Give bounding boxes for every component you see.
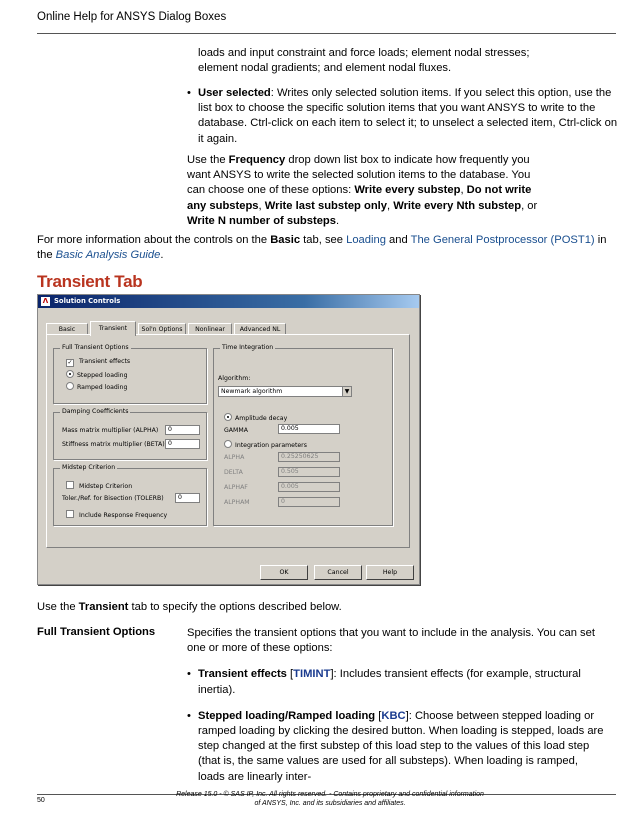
time-integration-label: Time Integration — [222, 344, 274, 351]
user-selected-term: User selected — [198, 87, 271, 99]
freq-mid: drop down list box to indicate how frequently you want ANSYS to write the selected solution items to the database. You can choose one of these options: — [187, 154, 531, 197]
gamma-input[interactable]: 0.005 — [278, 424, 340, 434]
basic-analysis-guide-link[interactable]: Basic Analysis Guide — [55, 249, 161, 262]
radio-selected-icon — [66, 370, 74, 378]
beta-damping-input[interactable]: 0 — [165, 439, 200, 449]
dialog-titlebar — [38, 295, 419, 308]
b1-text: : Includes transient effects (for example, structural inertia). — [198, 668, 581, 696]
tab-nonlinear[interactable]: Nonlinear — [188, 323, 232, 335]
option-every-nth: Write every Nth substep — [393, 199, 522, 212]
midstep-label: Midstep Criterion — [62, 464, 116, 471]
user-selected-bullet — [187, 86, 618, 147]
full-transient-description — [187, 626, 607, 785]
user-selected-text: : Writes only selected solution items. If you select this option, use the list box to choose the specific solution items that you want ANSYS to write to the database. Ctrl-click on each item to select it; to unselect a selected item, Ctrl-click on it again. — [198, 87, 618, 145]
damping-label: Damping Coefficients — [62, 408, 129, 415]
or-word: , or — [521, 199, 538, 212]
solution-controls-dialog — [37, 294, 420, 585]
stepped-ramped-bullet: • Stepped loading/Ramped loading [KBC]: Choose between stepped loading or ramped loading by clicking the desired button. When loading is stepped, loads are step changed at the first substep of this load step to the values of this load step (that is, the same values are used for all substeps). When loading is ramped, loads are linearly inter- — [187, 709, 604, 783]
full-transient-term: Full Transient Options — [37, 626, 156, 638]
transient-effects-label: Transient effects — [79, 358, 131, 365]
integration-params-radio[interactable] — [224, 440, 307, 449]
post1-link[interactable]: The General Postprocessor (POST1) — [410, 234, 595, 246]
full-transient-desc: Specifies the transient options that you want to include in the analysis. You can set one or more of these options: — [187, 627, 595, 655]
option-no-substeps: Do not write any substeps — [187, 184, 532, 212]
alpha-label: ALPHA — [224, 454, 245, 461]
continued-bullet-text — [198, 46, 618, 76]
legal-notice — [120, 790, 540, 808]
include-response-checkbox[interactable] — [66, 510, 167, 519]
header-rule — [37, 33, 616, 34]
ramped-loading-radio[interactable] — [66, 382, 127, 391]
transient-tab-panel — [46, 334, 410, 548]
midstep-criterion-checkbox[interactable] — [66, 481, 132, 490]
option-n-substeps: Write N number of substeps — [187, 214, 336, 227]
period: . — [160, 249, 164, 262]
alpha-input[interactable]: 0.25250625 — [278, 452, 340, 462]
transient-term: Transient — [78, 601, 129, 613]
transient-effects-bullet: • Transient effects [TIMINT]: Includes transient effects (for example, structural inertia). — [187, 668, 581, 696]
kbc-link[interactable]: KBC — [381, 709, 406, 722]
checkbox-unchecked-icon — [66, 481, 74, 489]
midstep-criterion-label: Midstep Criterion — [79, 483, 133, 490]
bullet-dot: • — [187, 668, 191, 681]
timint-link[interactable]: TIMINT — [293, 668, 331, 681]
cont-line-1: loads and input constraint and force loads; element nodal stresses; — [198, 47, 530, 59]
legal-line-2: of ANSYS, Inc. and its subsidiaries and affiliates. — [254, 800, 406, 807]
bullet-dot: • — [187, 87, 191, 99]
amplitude-decay-label: Amplitude decay — [235, 415, 288, 422]
cancel-button[interactable]: Cancel — [314, 565, 362, 580]
alphaf-input[interactable]: 0.005 — [278, 482, 340, 492]
in-the: in the — [37, 234, 607, 262]
ansys-logo-icon: Λ — [42, 297, 49, 305]
stepped-loading-label: Stepped loading — [77, 372, 128, 379]
full-transient-group — [53, 344, 207, 404]
delta-input[interactable]: 0.505 — [278, 467, 340, 477]
gamma-label: GAMMA — [224, 427, 248, 434]
integration-params-label: Integration parameters — [235, 442, 307, 449]
time-integration-group — [213, 344, 393, 526]
bullet-dot: • — [187, 709, 191, 722]
algorithm-select[interactable] — [218, 386, 352, 397]
amplitude-decay-radio[interactable] — [224, 413, 287, 422]
option-every-substep: Write every substep — [354, 184, 461, 197]
damping-group — [53, 408, 207, 460]
tolerb-label: Toler./Ref. for Bisection (TOLERB) — [62, 495, 164, 502]
beta-damping-label: Stiffness matrix multiplier (BETA) — [62, 441, 165, 448]
intro-post: tab to specify the options described below. — [128, 601, 342, 613]
tab-basic[interactable]: Basic — [46, 323, 88, 335]
b2-term: Stepped loading/Ramped loading — [198, 709, 376, 722]
cont-line-2: element nodal gradients; and element nodal fluxes. — [198, 62, 452, 75]
legal-line-1: Release 15.0 - © SAS IP, Inc. All rights reserved. - Contains proprietary and confidential information — [176, 791, 484, 798]
ramped-loading-label: Ramped loading — [77, 384, 128, 391]
midstep-group — [53, 464, 207, 526]
radio-unselected-icon — [224, 440, 232, 448]
alpham-input[interactable]: 0 — [278, 497, 340, 507]
tab-soln-options[interactable]: Sol'n Options — [138, 323, 186, 335]
alpham-label: ALPHAM — [224, 499, 250, 506]
algorithm-label: Algorithm: — [218, 375, 251, 382]
tab-transient[interactable]: Transient — [90, 321, 136, 336]
full-transient-label: Full Transient Options — [62, 344, 129, 351]
frequency-term: Frequency — [228, 154, 286, 166]
radio-selected-icon — [224, 413, 232, 421]
transient-effects-checkbox[interactable] — [66, 358, 130, 367]
alpha-damping-label: Mass matrix multiplier (ALPHA) — [62, 427, 159, 434]
algorithm-value: Newmark algorithm — [221, 388, 283, 395]
dropdown-arrow-icon[interactable]: ▼ — [342, 387, 351, 396]
radio-unselected-icon — [66, 382, 74, 390]
tolerb-input[interactable]: 0 — [175, 493, 200, 503]
more-mid: tab, see — [300, 234, 347, 246]
frequency-paragraph: Use the Frequency drop down list box to indicate how frequently you want ANSYS to write the selected solution items to the database. You can choose one of these options: Write every substep, Do not write any substeps, Write last substep only, Write every Nth substep, or Write N number of substeps. — [187, 154, 538, 227]
and-word: and — [385, 234, 411, 246]
intro-paragraph — [37, 600, 617, 615]
basic-term: Basic — [270, 234, 301, 246]
intro-pre: Use the — [37, 601, 79, 613]
more-pre: For more information about the controls on the — [37, 234, 271, 246]
checkbox-checked-icon: ✓ — [67, 359, 73, 366]
page-number: 50 — [37, 797, 45, 804]
b1-term: Transient effects — [198, 668, 287, 681]
b2-text: : Choose between stepped loading or ramped loading by clicking the desired button. When loading is stepped, loads are step changed at the first substep of this load step to the values of this load step (that is, the same values are used for all substeps). When loading is ramped, loads are linearly inter- — [198, 709, 604, 783]
dialog-title: Solution Controls — [54, 297, 121, 305]
running-header: Online Help for ANSYS Dialog Boxes — [37, 11, 227, 23]
tab-advanced-nl[interactable]: Advanced NL — [234, 323, 286, 335]
checkbox-unchecked-icon — [66, 510, 74, 518]
alphaf-label: ALPHAF — [224, 484, 248, 491]
stepped-loading-radio[interactable] — [66, 370, 128, 379]
freq-pre: Use the — [187, 154, 229, 166]
loading-link[interactable]: Loading — [346, 234, 386, 246]
section-title-transient-tab: Transient Tab — [37, 272, 143, 291]
help-button[interactable]: Help — [366, 565, 414, 580]
delta-label: DELTA — [224, 469, 243, 476]
include-response-label: Include Response Frequency — [79, 512, 168, 519]
option-last-substep: Write last substep only — [264, 199, 387, 212]
alpha-damping-input[interactable]: 0 — [165, 425, 200, 435]
ok-button[interactable]: OK — [260, 565, 308, 580]
more-info-paragraph — [37, 233, 617, 263]
